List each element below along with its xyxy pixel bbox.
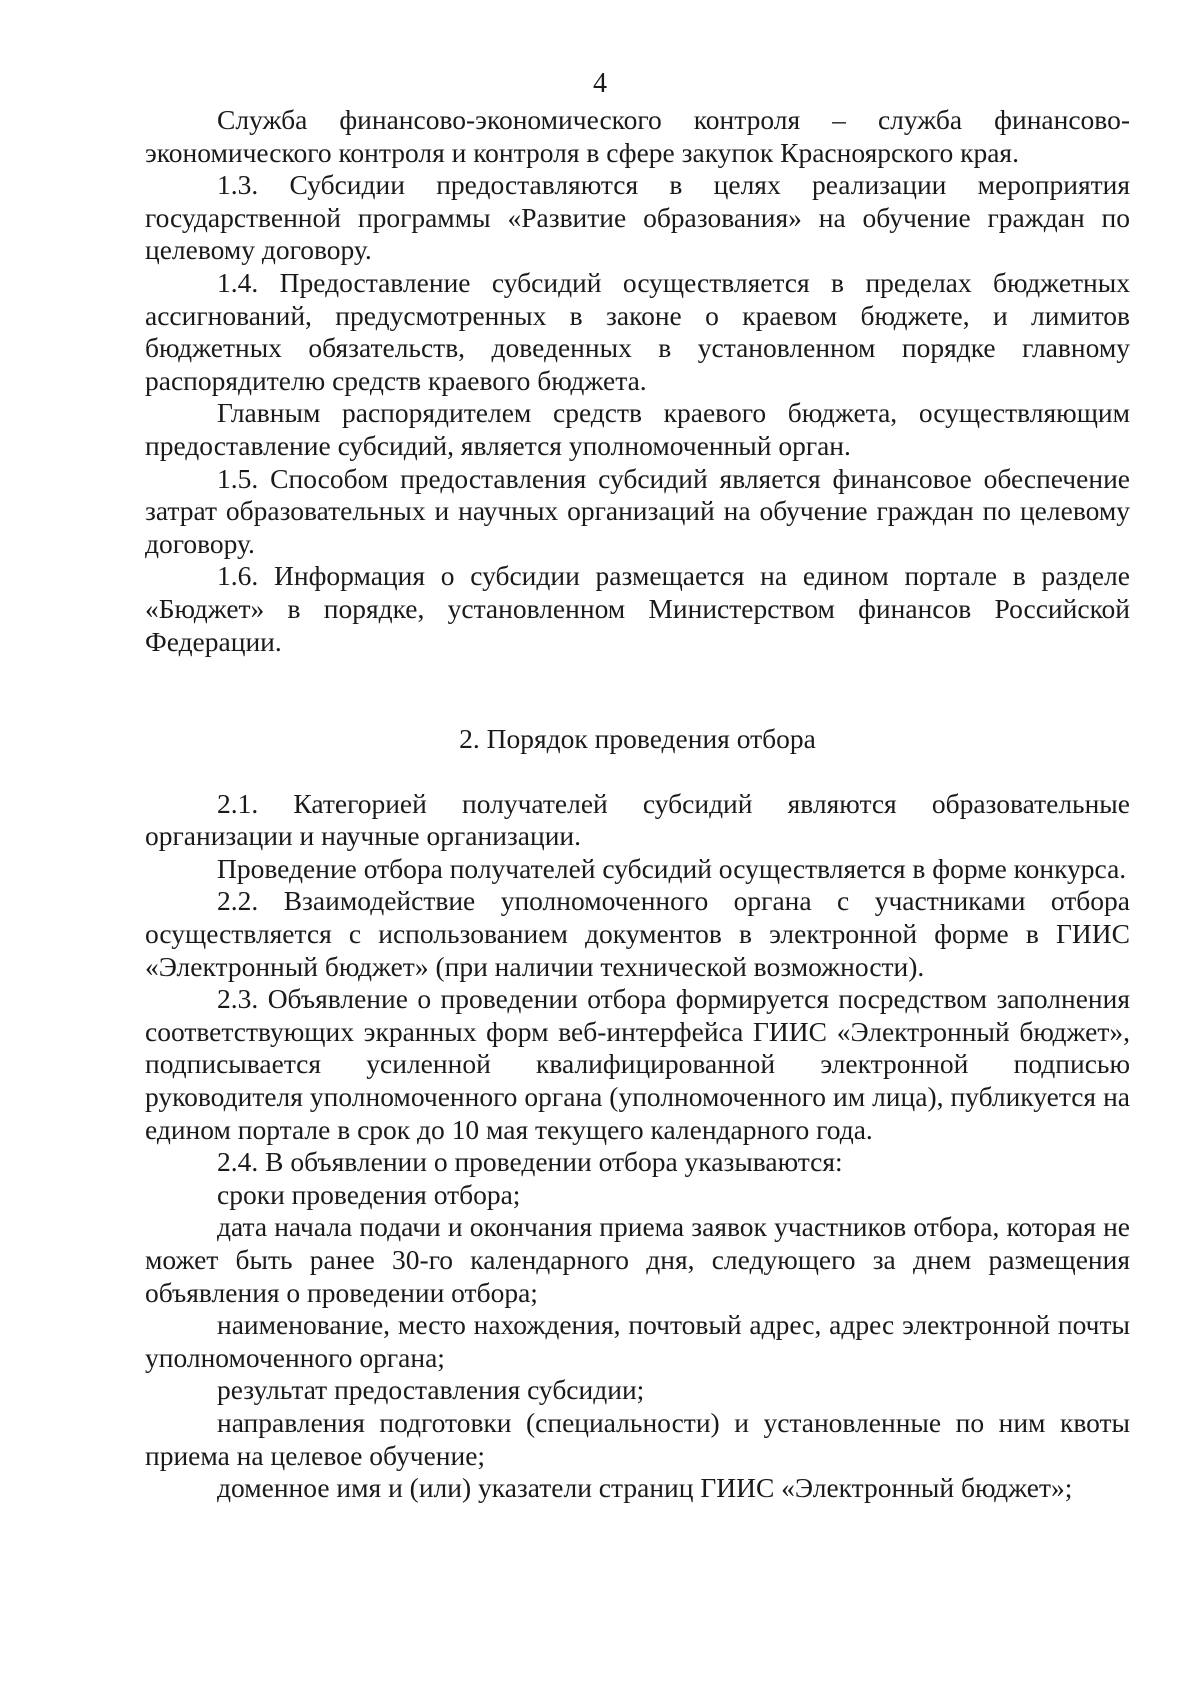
paragraph: 2.1. Категорией получателей субсидий являются образовательные организации и научные организации. <box>145 787 1130 852</box>
list-item: направления подготовки (специальности) и установленные по ним квоты приема на целевое обучение; <box>145 1406 1130 1471</box>
list-item: дата начала подачи и окончания приема заявок участников отбора, которая не может быть ранее 30-го календарного дня, следующего за днем размещения объявления о проведении отбора; <box>145 1211 1130 1308</box>
paragraph: 1.4. Предоставление субсидий осуществляется в пределах бюджетных ассигнований, предусмотренных в законе о краевом бюджете, и лимитов бюджетных обязательств, доведенных в установленном порядке главному распорядителю средств краевого бюджета. <box>145 266 1130 396</box>
section-heading: 2. Порядок проведения отбора <box>459 723 816 755</box>
spacer <box>145 658 1130 723</box>
list-item: наименование, место нахождения, почтовый адрес, адрес электронной почты уполномоченного органа; <box>145 1309 1130 1373</box>
page-number: 4 <box>593 68 607 99</box>
document-body <box>145 104 1130 1505</box>
paragraph: 2.3. Объявление о проведении отбора формируется посредством заполнения соответствующих экранных форм веб-интерфейса ГИИС «Электронный бюджет», подписывается усиленной квалифицированной электронной подписью руководителя уполномоченного органа (уполномоченного им лица), публикуется на едином портале в срок до 10 мая текущего календарного года. <box>145 983 1130 1145</box>
paragraph: 2.4. В объявлении о проведении отбора указываются: <box>217 1146 843 1178</box>
list-item: доменное имя и (или) указатели страниц ГИИС «Электронный бюджет»; <box>217 1472 1073 1504</box>
paragraph: 1.6. Информация о субсидии размещается на едином портале в разделе «Бюджет» в порядке, установленном Министерством финансов Российской Федерации. <box>145 560 1130 657</box>
paragraph: Служба финансово-экономического контроля – служба финансово-экономического контроля и контроля в сфере закупок Красноярского края. <box>145 104 1130 168</box>
paragraph: 2.2. Взаимодействие уполномоченного органа с участниками отбора осуществляется с использованием документов в электронной форме в ГИИС «Электронный бюджет» (при наличии технической возможности). <box>145 885 1130 982</box>
paragraph: Главным распорядителем средств краевого бюджета, осуществляющим предоставление субсидий, является уполномоченный орган. <box>145 397 1130 461</box>
paragraph: 1.5. Способом предоставления субсидий является финансовое обеспечение затрат образовательных и научных организаций на обучение граждан по целевому договору. <box>145 462 1130 559</box>
paragraph: 1.3. Субсидии предоставляются в целях реализации мероприятия государственной программы «Развитие образования» на обучение граждан по целевому договору. <box>145 169 1130 266</box>
paragraph: Проведение отбора получателей субсидий осуществляется в форме конкурса. <box>217 852 1127 884</box>
spacer <box>145 756 1130 788</box>
list-item: результат предоставления субсидии; <box>217 1374 645 1406</box>
list-item: сроки проведения отбора; <box>217 1178 521 1210</box>
